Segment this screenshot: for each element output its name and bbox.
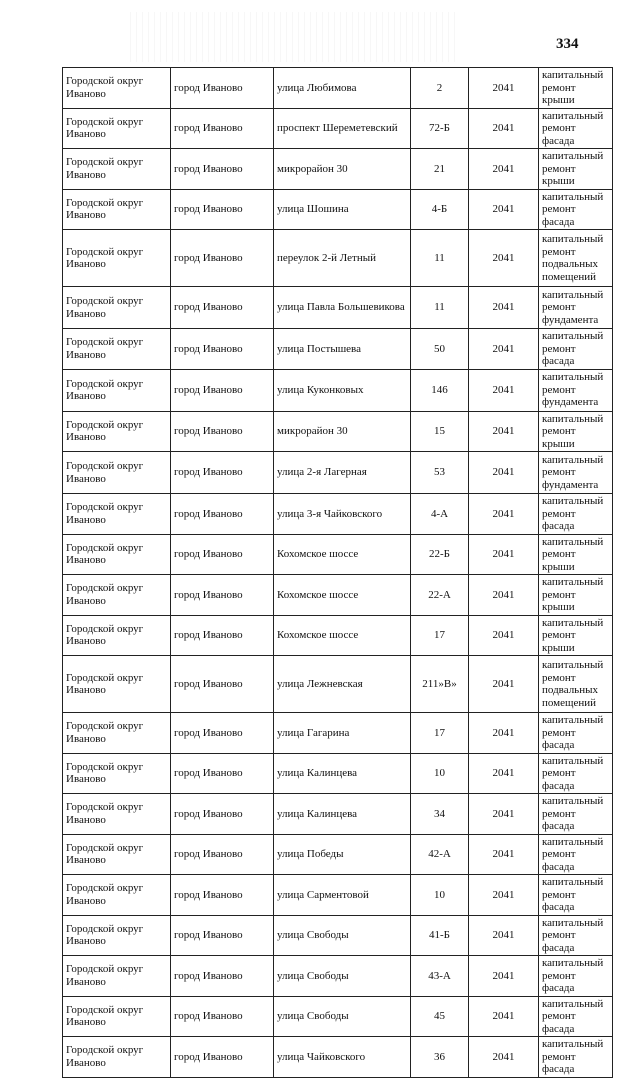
street-cell: улица Любимова	[274, 68, 411, 109]
work-type-cell: капитальный ремонт фасада	[539, 189, 613, 230]
year-cell: 2041	[469, 411, 539, 452]
locality-cell: город Иваново	[171, 875, 274, 916]
municipality-cell: Городской округ Иваново	[63, 956, 171, 997]
work-type-cell: капитальный ремонт фасада	[539, 494, 613, 535]
municipality-cell: Городской округ Иваново	[63, 108, 171, 149]
table-row	[63, 875, 613, 916]
municipality-cell: Городской округ Иваново	[63, 369, 171, 411]
work-type-cell: капитальный ремонт фасада	[539, 956, 613, 997]
street-cell: микрорайон 30	[274, 411, 411, 452]
house-number-cell: 34	[411, 794, 469, 835]
table-body	[63, 68, 613, 1078]
work-type-cell: капитальный ремонт крыши	[539, 68, 613, 109]
municipality-cell: Городской округ Иваново	[63, 753, 171, 794]
house-number-cell: 36	[411, 1037, 469, 1078]
table-row	[63, 108, 613, 149]
street-cell: улица Победы	[274, 834, 411, 875]
municipality-cell: Городской округ Иваново	[63, 615, 171, 656]
house-number-cell: 43-А	[411, 956, 469, 997]
street-cell: улица Чайковского	[274, 1037, 411, 1078]
locality-cell: город Иваново	[171, 656, 274, 713]
year-cell: 2041	[469, 713, 539, 754]
work-type-cell: капитальный ремонт крыши	[539, 534, 613, 575]
year-cell: 2041	[469, 68, 539, 109]
locality-cell: город Иваново	[171, 287, 274, 329]
street-cell: Кохомское шоссе	[274, 575, 411, 616]
table-row	[63, 575, 613, 616]
table-row	[63, 411, 613, 452]
house-number-cell: 146	[411, 369, 469, 411]
street-cell: улица Калинцева	[274, 753, 411, 794]
work-type-cell: капитальный ремонт фасада	[539, 834, 613, 875]
year-cell: 2041	[469, 494, 539, 535]
year-cell: 2041	[469, 794, 539, 835]
work-type-cell: капитальный ремонт фасада	[539, 329, 613, 370]
municipality-cell: Городской округ Иваново	[63, 575, 171, 616]
house-number-cell: 4-Б	[411, 189, 469, 230]
municipality-cell: Городской округ Иваново	[63, 494, 171, 535]
house-number-cell: 17	[411, 713, 469, 754]
street-cell: Кохомское шоссе	[274, 534, 411, 575]
table-row	[63, 794, 613, 835]
table-row	[63, 230, 613, 287]
house-number-cell: 211»В»	[411, 656, 469, 713]
locality-cell: город Иваново	[171, 753, 274, 794]
table-row	[63, 753, 613, 794]
street-cell: улица Павла Большевикова	[274, 287, 411, 329]
year-cell: 2041	[469, 996, 539, 1037]
street-cell: улица 3-я Чайковского	[274, 494, 411, 535]
house-number-cell: 41-Б	[411, 915, 469, 956]
locality-cell: город Иваново	[171, 452, 274, 494]
house-number-cell: 53	[411, 452, 469, 494]
municipality-cell: Городской округ Иваново	[63, 68, 171, 109]
street-cell: улица Свободы	[274, 996, 411, 1037]
municipality-cell: Городской округ Иваново	[63, 534, 171, 575]
work-type-cell: капитальный ремонт подвальных помещений	[539, 656, 613, 713]
locality-cell: город Иваново	[171, 369, 274, 411]
year-cell: 2041	[469, 452, 539, 494]
municipality-cell: Городской округ Иваново	[63, 189, 171, 230]
locality-cell: город Иваново	[171, 834, 274, 875]
year-cell: 2041	[469, 575, 539, 616]
locality-cell: город Иваново	[171, 794, 274, 835]
work-type-cell: капитальный ремонт крыши	[539, 575, 613, 616]
work-type-cell: капитальный ремонт крыши	[539, 615, 613, 656]
house-number-cell: 15	[411, 411, 469, 452]
year-cell: 2041	[469, 287, 539, 329]
locality-cell: город Иваново	[171, 575, 274, 616]
locality-cell: город Иваново	[171, 713, 274, 754]
work-type-cell: капитальный ремонт фундамента	[539, 369, 613, 411]
year-cell: 2041	[469, 189, 539, 230]
year-cell: 2041	[469, 534, 539, 575]
work-type-cell: капитальный ремонт фасада	[539, 875, 613, 916]
locality-cell: город Иваново	[171, 615, 274, 656]
table-row	[63, 956, 613, 997]
page-number: 334	[556, 36, 579, 52]
year-cell: 2041	[469, 656, 539, 713]
municipality-cell: Городской округ Иваново	[63, 411, 171, 452]
table-row	[63, 369, 613, 411]
year-cell: 2041	[469, 875, 539, 916]
locality-cell: город Иваново	[171, 996, 274, 1037]
municipality-cell: Городской округ Иваново	[63, 915, 171, 956]
table-row	[63, 494, 613, 535]
work-type-cell: капитальный ремонт фасада	[539, 108, 613, 149]
locality-cell: город Иваново	[171, 189, 274, 230]
work-type-cell: капитальный ремонт подвальных помещений	[539, 230, 613, 287]
house-number-cell: 2	[411, 68, 469, 109]
municipality-cell: Городской округ Иваново	[63, 230, 171, 287]
municipality-cell: Городской округ Иваново	[63, 452, 171, 494]
locality-cell: город Иваново	[171, 411, 274, 452]
year-cell: 2041	[469, 834, 539, 875]
street-cell: улица Лежневская	[274, 656, 411, 713]
work-type-cell: капитальный ремонт фасада	[539, 753, 613, 794]
municipality-cell: Городской округ Иваново	[63, 713, 171, 754]
municipality-cell: Городской округ Иваново	[63, 834, 171, 875]
house-number-cell: 21	[411, 149, 469, 190]
scan-noise	[130, 12, 460, 62]
table-row	[63, 452, 613, 494]
work-type-cell: капитальный ремонт фасада	[539, 915, 613, 956]
year-cell: 2041	[469, 108, 539, 149]
street-cell: улица Свободы	[274, 956, 411, 997]
locality-cell: город Иваново	[171, 956, 274, 997]
house-number-cell: 17	[411, 615, 469, 656]
street-cell: переулок 2-й Летный	[274, 230, 411, 287]
table-row	[63, 534, 613, 575]
table-row	[63, 713, 613, 754]
street-cell: проспект Шереметевский	[274, 108, 411, 149]
table-row	[63, 834, 613, 875]
street-cell: Кохомское шоссе	[274, 615, 411, 656]
year-cell: 2041	[469, 149, 539, 190]
house-number-cell: 10	[411, 875, 469, 916]
street-cell: улица Постышева	[274, 329, 411, 370]
municipality-cell: Городской округ Иваново	[63, 875, 171, 916]
municipality-cell: Городской округ Иваново	[63, 1037, 171, 1078]
locality-cell: город Иваново	[171, 534, 274, 575]
year-cell: 2041	[469, 329, 539, 370]
table-row	[63, 329, 613, 370]
table-row	[63, 149, 613, 190]
work-type-cell: капитальный ремонт фасада	[539, 996, 613, 1037]
municipality-cell: Городской округ Иваново	[63, 996, 171, 1037]
house-number-cell: 50	[411, 329, 469, 370]
municipality-cell: Городской округ Иваново	[63, 656, 171, 713]
table-row	[63, 615, 613, 656]
buildings-table	[62, 67, 613, 1078]
work-type-cell: капитальный ремонт фасада	[539, 1037, 613, 1078]
work-type-cell: капитальный ремонт фундамента	[539, 287, 613, 329]
work-type-cell: капитальный ремонт крыши	[539, 149, 613, 190]
table-row	[63, 915, 613, 956]
municipality-cell: Городской округ Иваново	[63, 329, 171, 370]
work-type-cell: капитальный ремонт фасада	[539, 794, 613, 835]
table-row	[63, 656, 613, 713]
locality-cell: город Иваново	[171, 108, 274, 149]
house-number-cell: 4-А	[411, 494, 469, 535]
table-row	[63, 68, 613, 109]
locality-cell: город Иваново	[171, 68, 274, 109]
house-number-cell: 11	[411, 287, 469, 329]
year-cell: 2041	[469, 1037, 539, 1078]
street-cell: улица Шошина	[274, 189, 411, 230]
table-row	[63, 189, 613, 230]
municipality-cell: Городской округ Иваново	[63, 287, 171, 329]
year-cell: 2041	[469, 956, 539, 997]
locality-cell: город Иваново	[171, 494, 274, 535]
year-cell: 2041	[469, 230, 539, 287]
work-type-cell: капитальный ремонт фундамента	[539, 452, 613, 494]
house-number-cell: 42-А	[411, 834, 469, 875]
street-cell: улица Гагарина	[274, 713, 411, 754]
year-cell: 2041	[469, 615, 539, 656]
house-number-cell: 11	[411, 230, 469, 287]
house-number-cell: 72-Б	[411, 108, 469, 149]
work-type-cell: капитальный ремонт крыши	[539, 411, 613, 452]
locality-cell: город Иваново	[171, 149, 274, 190]
house-number-cell: 22-Б	[411, 534, 469, 575]
house-number-cell: 10	[411, 753, 469, 794]
year-cell: 2041	[469, 369, 539, 411]
table-row	[63, 1037, 613, 1078]
street-cell: улица Сарментовой	[274, 875, 411, 916]
work-type-cell: капитальный ремонт фасада	[539, 713, 613, 754]
table-row	[63, 996, 613, 1037]
house-number-cell: 45	[411, 996, 469, 1037]
municipality-cell: Городской округ Иваново	[63, 794, 171, 835]
street-cell: улица Куконковых	[274, 369, 411, 411]
year-cell: 2041	[469, 915, 539, 956]
street-cell: улица 2-я Лагерная	[274, 452, 411, 494]
street-cell: улица Калинцева	[274, 794, 411, 835]
street-cell: микрорайон 30	[274, 149, 411, 190]
street-cell: улица Свободы	[274, 915, 411, 956]
year-cell: 2041	[469, 753, 539, 794]
locality-cell: город Иваново	[171, 915, 274, 956]
municipality-cell: Городской округ Иваново	[63, 149, 171, 190]
locality-cell: город Иваново	[171, 1037, 274, 1078]
house-number-cell: 22-А	[411, 575, 469, 616]
table-row	[63, 287, 613, 329]
locality-cell: город Иваново	[171, 230, 274, 287]
locality-cell: город Иваново	[171, 329, 274, 370]
